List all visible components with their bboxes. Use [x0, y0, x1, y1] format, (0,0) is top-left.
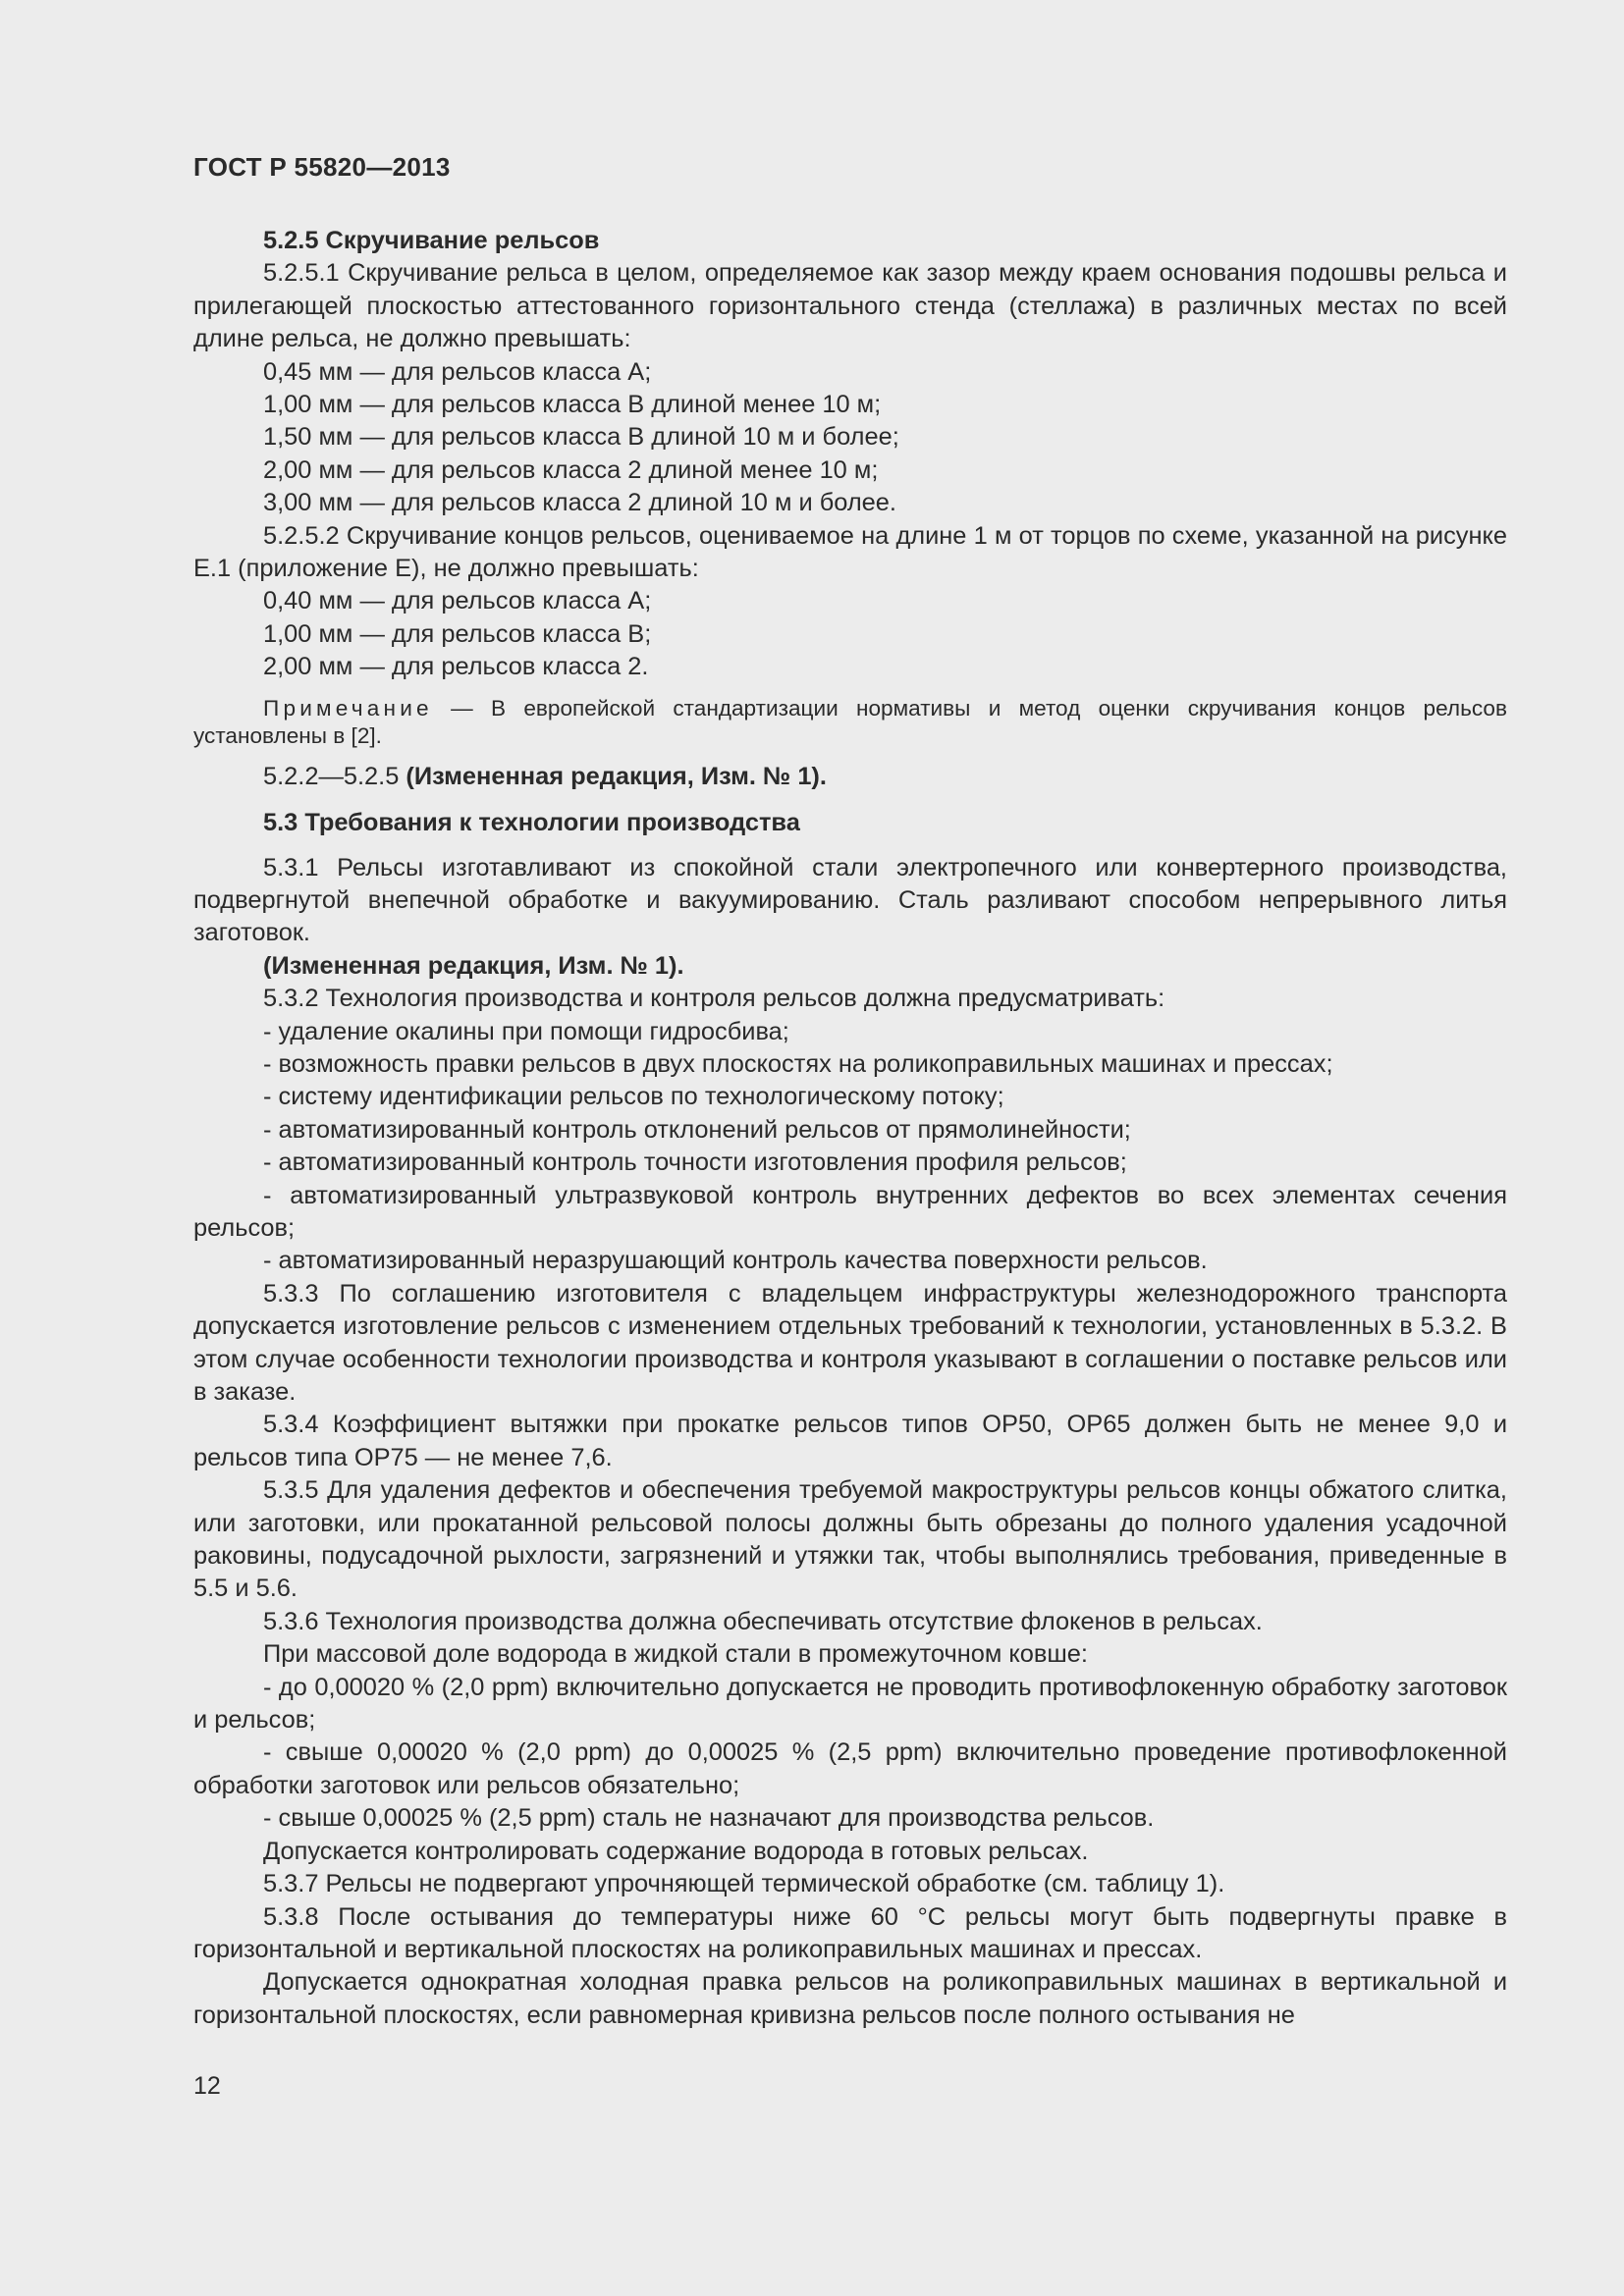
paragraph-5-3-7: 5.3.7 Рельсы не подвергают упрочняющей термической обработке (см. таблицу 1).: [263, 1870, 1225, 1898]
list-item: - автоматизированный контроль точности изготовления профиля рельсов;: [263, 1148, 1127, 1177]
paragraph-5-3-2: 5.3.2 Технология производства и контроля рельсов должна предусматривать:: [263, 985, 1165, 1013]
paragraph-5-2-5-2: 5.2.5.2 Скручивание концов рельсов, оцениваемое на длине 1 м от торцов по схеме, указанной на рисунке Е.1 (приложение Е), не должно превышать:: [193, 521, 1507, 583]
paragraph-5-3-5: 5.3.5 Для удаления дефектов и обеспечения требуемой макроструктуры рельсов концы обжатого слитка, или заготовки, или прокатанной рельсовой полосы должны быть обрезаны до полного удаления усадочной раковины, подусадочной рыхлости, загрязнений и утяжки так, чтобы выполнялись требования, приведенные в 5.5 и 5.6.: [193, 1476, 1507, 1603]
document-body: [193, 225, 1507, 2032]
list-item: 1,00 мм — для рельсов класса В;: [263, 619, 652, 648]
amendment-note: (Измененная редакция, Изм. № 1).: [406, 762, 827, 790]
amendment-line: [193, 761, 1507, 793]
list-item: - автоматизированный контроль отклонений рельсов от прямолинейности;: [263, 1115, 1131, 1144]
page-number: 12: [193, 2072, 221, 2100]
paragraph-5-3-6: 5.3.6 Технология производства должна обеспечивать отсутствие флокенов в рельсах.: [263, 1607, 1263, 1635]
list-item: - до 0,00020 % (2,0 ppm) включительно допускается не проводить противофлокенную обработку заготовок и рельсов;: [193, 1673, 1507, 1735]
note-text: — В европейской стандартизации нормативы и метод оценки скручивания концов рельсов установлены в [2].: [193, 695, 1507, 748]
paragraph-5-3-4: 5.3.4 Коэффициент вытяжки при прокатке рельсов типов ОР50, ОР65 должен быть не менее 9,0 и рельсов типа ОР75 — не менее 7,6.: [193, 1411, 1507, 1471]
paragraph-5-3-3: 5.3.3 По соглашению изготовителя с владельцем инфраструктуры железнодорожного транспорта допускается изготовление рельсов с изменением отдельных требований к технологии, установленных в 5.3.2. В этом случае особенности технологии производства и контроля указывают в соглашении о поставке рельсов или в заказе.: [193, 1279, 1507, 1406]
paragraph-text: При массовой доле водорода в жидкой стали в промежуточном ковше:: [263, 1640, 1088, 1669]
list-item: - автоматизированный ультразвуковой контроль внутренних дефектов во всех элементах сечения рельсов;: [193, 1181, 1507, 1242]
amendment-range: 5.2.2—5.2.5: [263, 762, 406, 790]
list-item: - свыше 0,00025 % (2,5 ppm) сталь не назначают для производства рельсов.: [263, 1804, 1155, 1833]
note-paragraph: [193, 695, 1507, 750]
list-item: - автоматизированный неразрушающий контроль качества поверхности рельсов.: [263, 1247, 1208, 1275]
paragraph-text: Допускается контролировать содержание водорода в готовых рельсах.: [263, 1837, 1089, 1865]
section-heading-5-3: 5.3 Требования к технологии производства: [263, 809, 800, 837]
paragraph-5-3-1: 5.3.1 Рельсы изготавливают из спокойной стали электропечного или конвертерного производства, подвергнутой внепечной обработке и вакуумированию. Сталь разливают способом непрерывного литья заготовок.: [193, 853, 1507, 947]
list-item: - свыше 0,00020 % (2,0 ppm) до 0,00025 % (2,5 ppm) включительно проведение противофлокенной обработки заготовок или рельсов обязательно;: [193, 1738, 1507, 1799]
list-item: 0,40 мм — для рельсов класса А;: [263, 587, 652, 615]
paragraph-5-3-8: 5.3.8 После остывания до температуры ниже 60 °С рельсы могут быть подвергнуты правке в горизонтальной и вертикальной плоскостях на роликоправильных машинах и прессах.: [193, 1902, 1507, 1963]
note-label: Примечание: [263, 695, 433, 721]
paragraph-5-2-5-1: 5.2.5.1 Скручивание рельса в целом, определяемое как зазор между краем основания подошвы рельса и прилегающей плоскостью аттестованного горизонтального стенда (стеллажа) в различных местах по всей длине рельса, не должно превышать:: [193, 259, 1507, 353]
list-item: 3,00 мм — для рельсов класса 2 длиной 10 м и более.: [263, 489, 896, 517]
list-item: - возможность правки рельсов в двух плоскостях на роликоправильных машинах и прессах;: [263, 1049, 1333, 1078]
list-item: 0,45 мм — для рельсов класса А;: [263, 357, 652, 386]
section-heading-5-2-5: 5.2.5 Скручивание рельсов: [263, 227, 600, 254]
list-item: 1,50 мм — для рельсов класса В длиной 10 м и более;: [263, 423, 899, 452]
list-item: - систему идентификации рельсов по технологическому потоку;: [263, 1083, 1004, 1111]
paragraph-text: Допускается однократная холодная правка рельсов на роликоправильных машинах в вертикальной и горизонтальной плоскостях, если равномерная кривизна рельсов после полного остывания не: [193, 1968, 1507, 2029]
document-code-header: ГОСТ Р 55820—2013: [193, 152, 451, 182]
list-item: 1,00 мм — для рельсов класса В длиной менее 10 м;: [263, 391, 882, 419]
amendment-note: (Измененная редакция, Изм. № 1).: [263, 951, 684, 980]
list-item: 2,00 мм — для рельсов класса 2.: [263, 653, 649, 681]
list-item: - удаление окалины при помощи гидросбива;: [263, 1017, 789, 1045]
list-item: 2,00 мм — для рельсов класса 2 длиной менее 10 м;: [263, 455, 879, 484]
document-page: [193, 0, 1507, 2296]
